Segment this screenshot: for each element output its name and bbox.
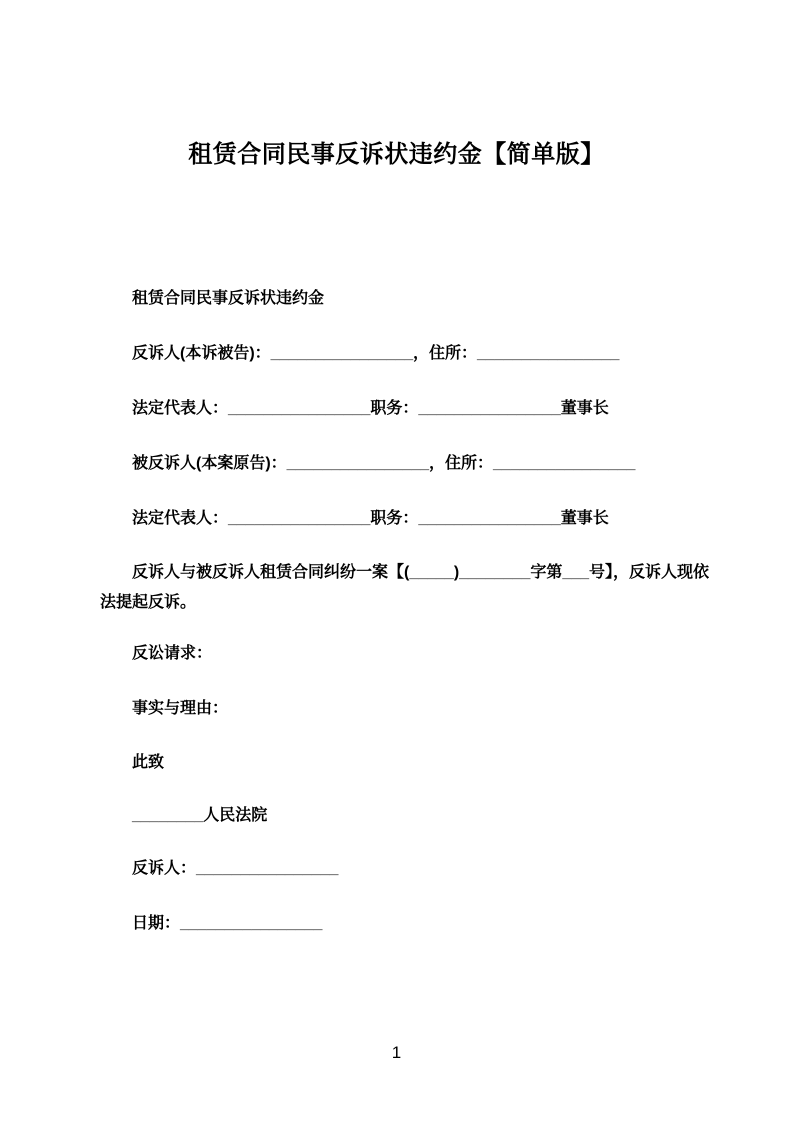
court-line: ________人民法院	[132, 807, 268, 824]
legal-representative-line-2: 法定代表人：________________职务：________________董事长	[132, 510, 609, 527]
page-number: 1	[391, 1043, 402, 1062]
claims-label: 反讼请求：	[132, 645, 213, 662]
facts-and-reasons-label: 事实与理由：	[132, 700, 229, 717]
document-title: 租赁合同民事反诉状违约金【简单版】	[188, 141, 605, 168]
date-line: 日期：________________	[132, 915, 323, 932]
salutation-line: 此致	[132, 754, 165, 771]
case-intro-paragraph: 反诉人与被反诉人租赁合同纠纷一案【(_____)________字第___号】，反诉人现依法提起反诉。	[100, 564, 710, 611]
counterclaimant-line: 反诉人(本诉被告)：________________，住所：________________	[132, 345, 620, 362]
legal-representative-line-1: 法定代表人：________________职务：________________董事长	[132, 400, 609, 417]
counterclaim-respondent-line: 被反诉人(本案原告)：________________，住所：________________	[132, 455, 636, 472]
signature-line: 反诉人：________________	[132, 860, 339, 877]
doc-subtitle: 租赁合同民事反诉状违约金	[132, 290, 325, 307]
